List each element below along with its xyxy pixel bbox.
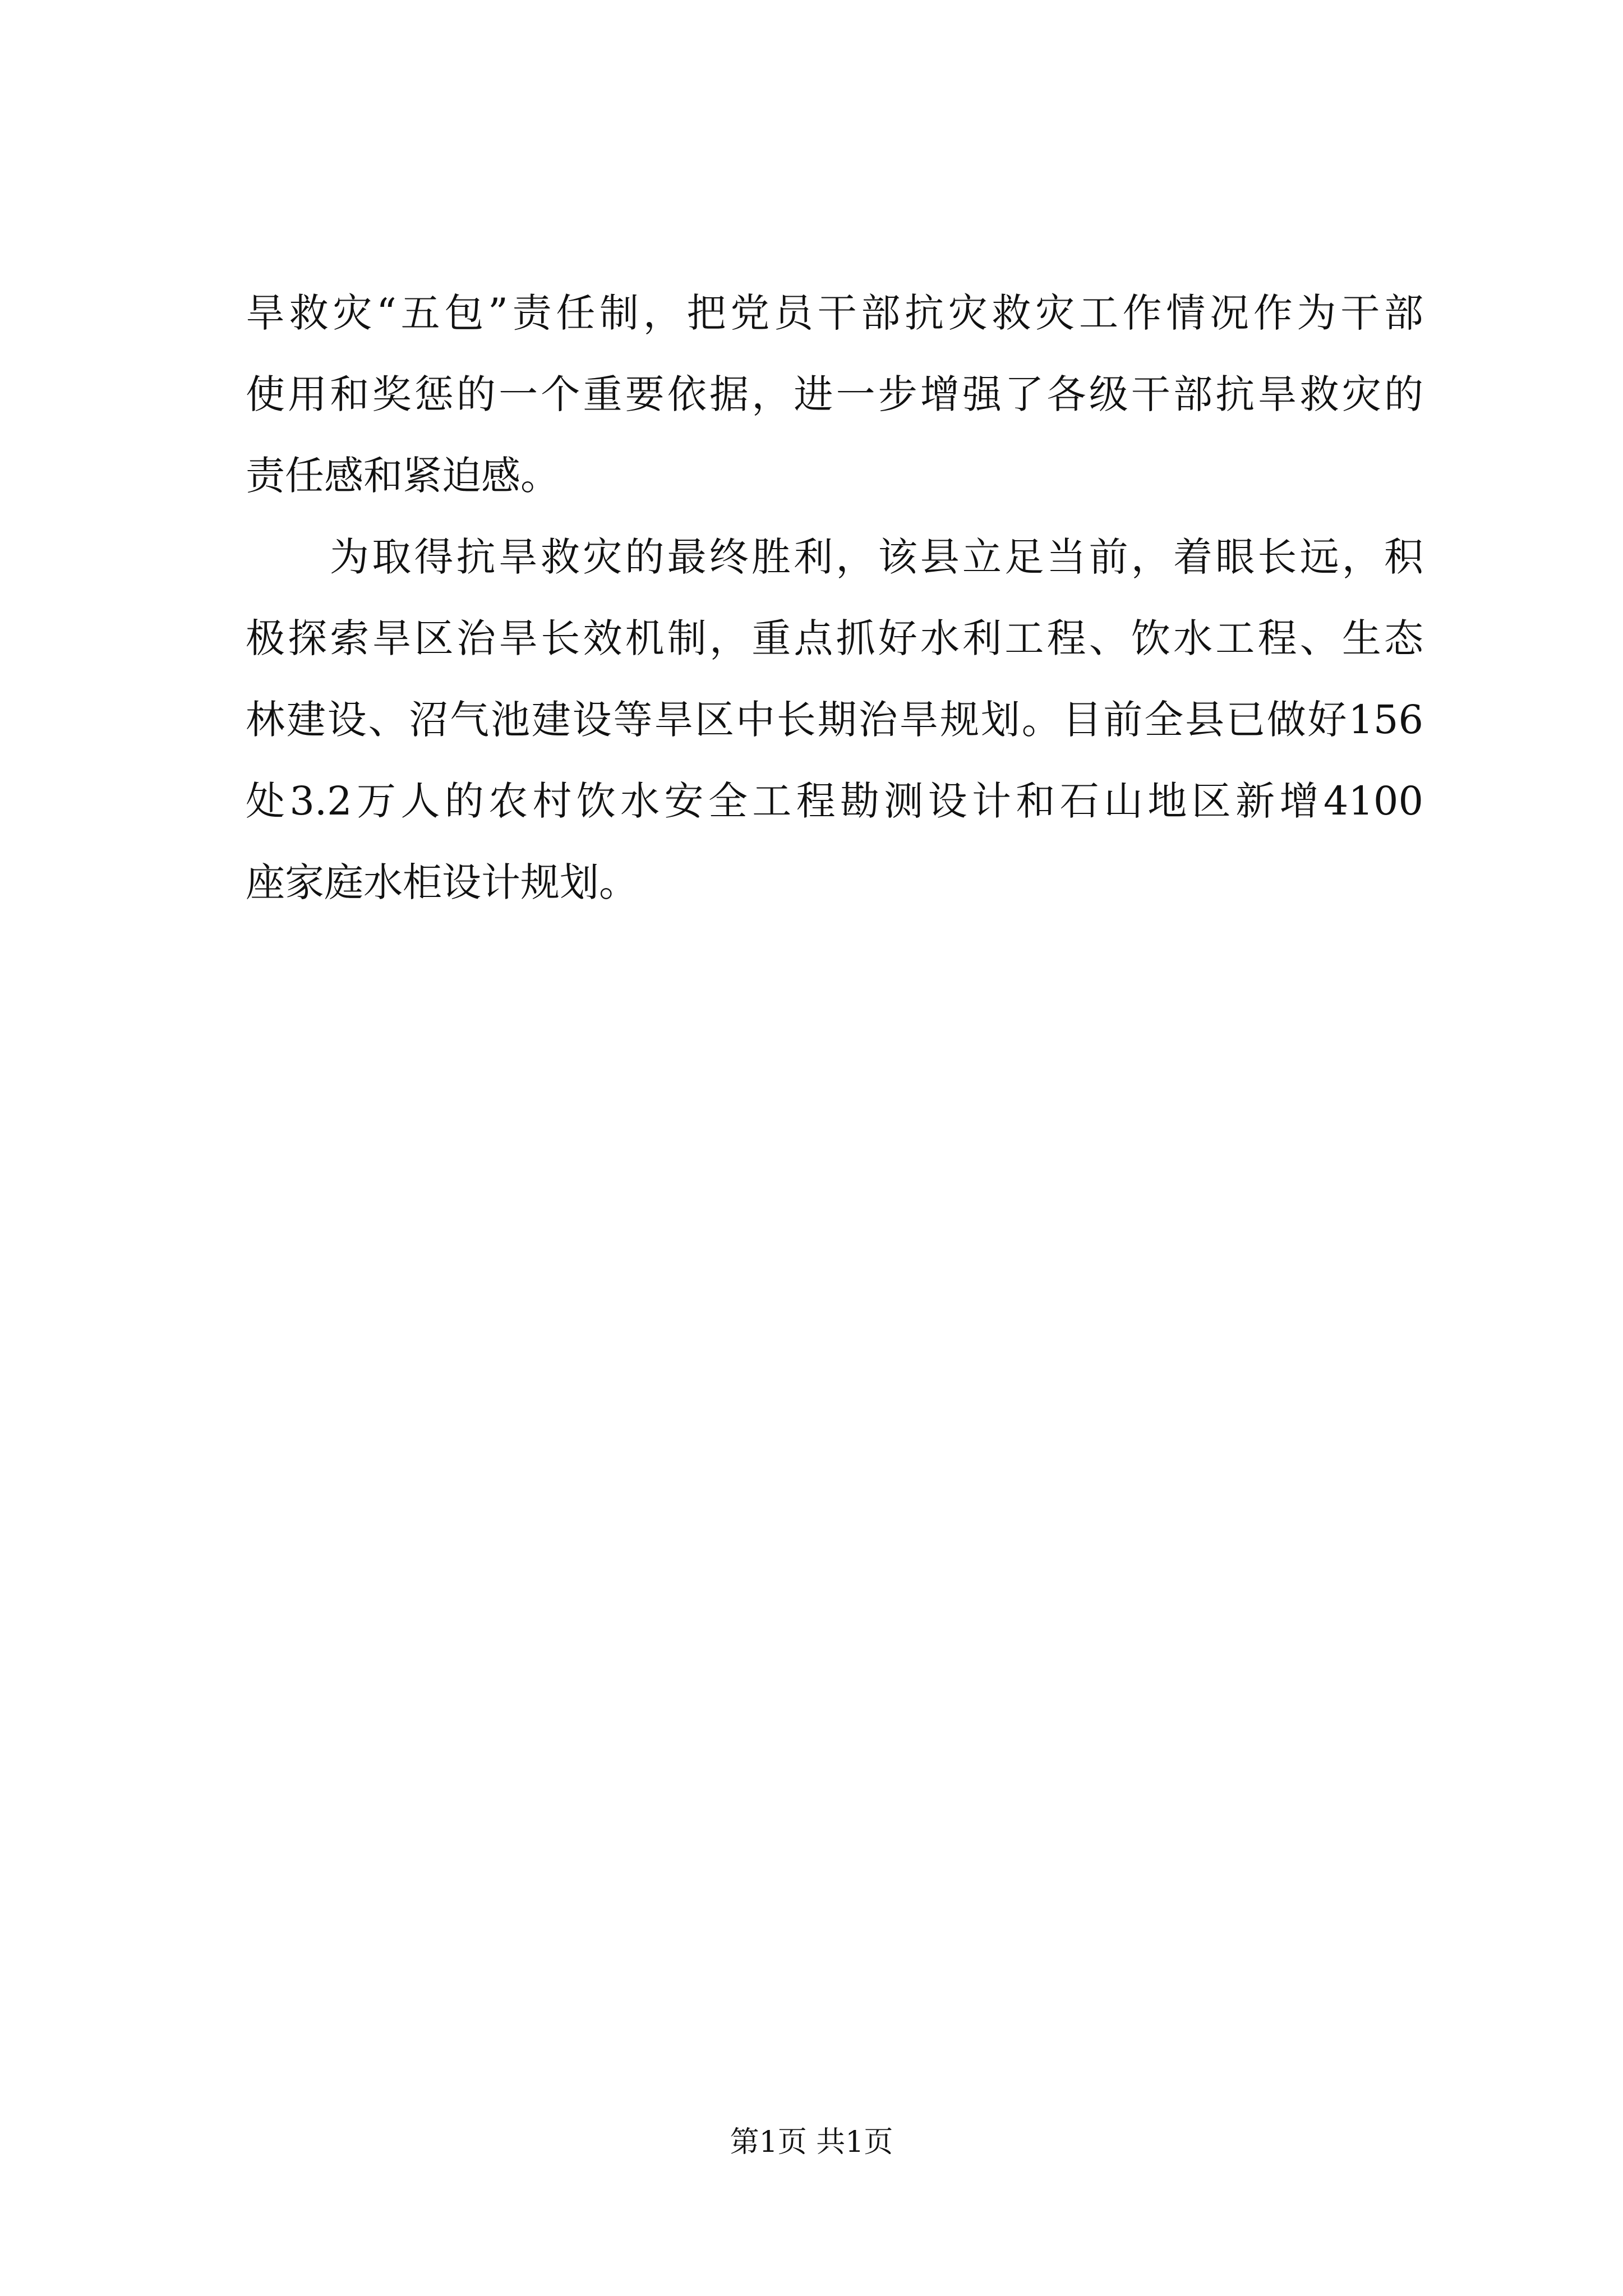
paragraph-2: [246, 517, 1423, 923]
paragraph-line: 为取得抗旱救灾的最终胜利，该县立足当前，着眼长远，积: [330, 534, 1423, 580]
paragraph-line: 座家庭水柜设计规划。: [246, 859, 638, 905]
paragraph-line: 旱救灾“五包”责任制，把党员干部抗灾救灾工作情况作为干部: [246, 290, 1423, 336]
page-number-label: 第1页 共1页: [730, 2125, 893, 2159]
paragraph-line: 处3.2万人的农村饮水安全工程勘测设计和石山地区新增4100: [246, 778, 1423, 824]
paragraph-line: 极探索旱区治旱长效机制，重点抓好水利工程、饮水工程、生态: [246, 615, 1423, 661]
document-body: [246, 273, 1423, 923]
paragraph-line: 林建设、沼气池建设等旱区中长期治旱规划。目前全县已做好156: [246, 697, 1423, 743]
paragraph-line: 使用和奖惩的一个重要依据，进一步增强了各级干部抗旱救灾的: [246, 371, 1423, 417]
paragraph-line: 责任感和紧迫感。: [246, 453, 560, 499]
paragraph-1: [246, 273, 1423, 517]
page-footer: [0, 2120, 1623, 2165]
